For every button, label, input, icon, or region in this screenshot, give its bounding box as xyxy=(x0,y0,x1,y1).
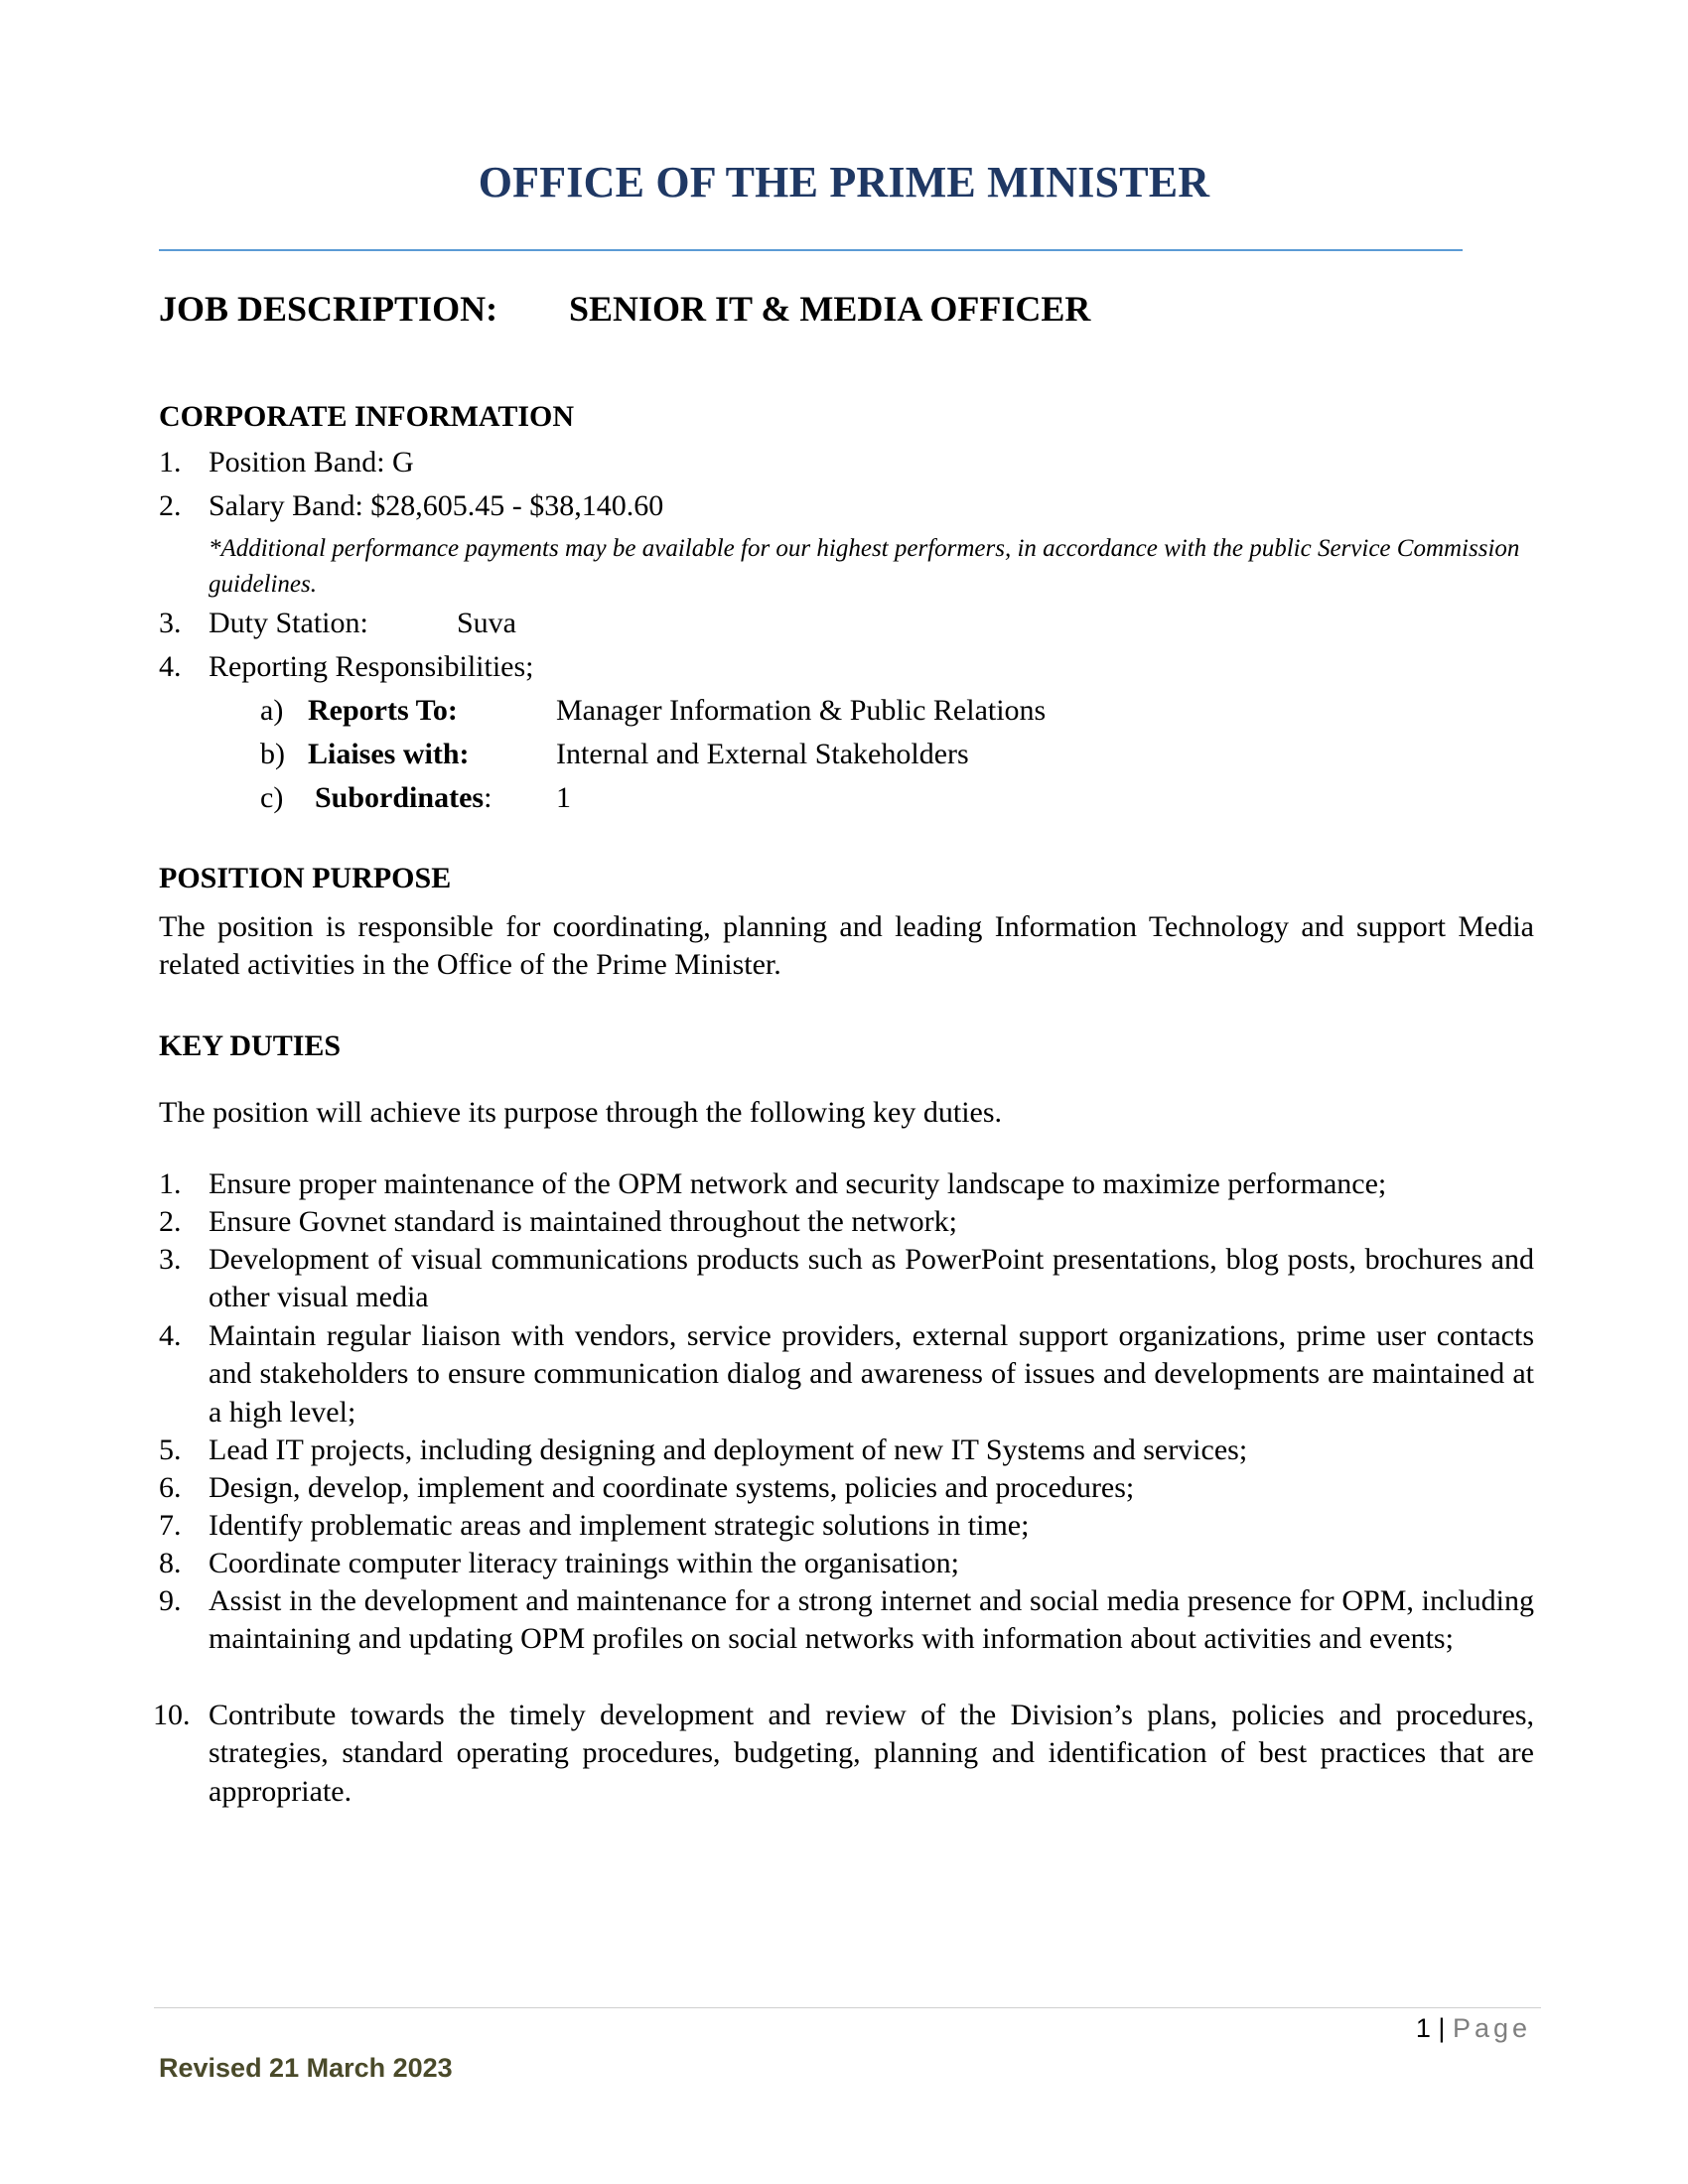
job-heading xyxy=(159,288,1091,330)
duty-item: Lead IT projects, including designing and deployment of new IT Systems and services; xyxy=(209,1433,1248,1466)
duty-number: 10. xyxy=(153,1699,191,1731)
duty-number: 9. xyxy=(159,1584,182,1617)
duty-number: 1. xyxy=(159,1167,182,1200)
duty-item: Development of visual communications products such as PowerPoint presentations, blog posts, brochures and other visual media xyxy=(209,1243,1534,1314)
subordinates-label: Subordinates xyxy=(315,781,485,814)
duty-item: Maintain regular liaison with vendors, service providers, external support organizations, prime user contacts and stakeholders to ensure communication dialog and awareness of issues and developments are maintained at a high level; xyxy=(209,1319,1534,1429)
subordinates-label-group xyxy=(315,781,492,815)
duty-item: Ensure proper maintenance of the OPM network and security landscape to maximize performance; xyxy=(209,1167,1387,1200)
reporting-letter: a) xyxy=(260,694,284,727)
corporate-heading: CORPORATE INFORMATION xyxy=(159,400,575,433)
duty-station-value: Suva xyxy=(457,607,516,639)
subordinates-colon: : xyxy=(484,781,492,814)
duties-heading: KEY DUTIES xyxy=(159,1029,342,1062)
duty-item: Contribute towards the timely development and review of the Division’s plans, policies and procedures, strategies, standard operating procedures, budgeting, planning and identification of best practices that are appropriate. xyxy=(209,1699,1534,1808)
purpose-heading: POSITION PURPOSE xyxy=(159,862,452,894)
duty-number: 6. xyxy=(159,1471,182,1504)
page-separator: | xyxy=(1438,2013,1446,2043)
reporting-letter: b) xyxy=(260,738,285,770)
page-word: Page xyxy=(1452,2013,1531,2043)
reports-to-label: Reports To: xyxy=(308,694,458,727)
duties-intro: The position will achieve its purpose through the following key duties. xyxy=(159,1096,1003,1129)
duty-item: Assist in the development and maintenance for a strong internet and social media presence for OPM, including maintaining and updating OPM profiles on social networks with information about activities and events; xyxy=(209,1584,1534,1656)
position-band: Position Band: G xyxy=(209,446,414,478)
job-title: SENIOR IT & MEDIA OFFICER xyxy=(569,289,1091,329)
subordinates-value: 1 xyxy=(556,781,571,814)
liaises-with-value: Internal and External Stakeholders xyxy=(556,738,969,770)
page-title: OFFICE OF THE PRIME MINISTER xyxy=(478,158,1210,206)
duty-item: Ensure Govnet standard is maintained throughout the network; xyxy=(209,1205,957,1238)
duty-number: 4. xyxy=(159,1319,182,1352)
revised-date: Revised 21 March 2023 xyxy=(159,2053,453,2083)
duty-item: Identify problematic areas and implement strategic solutions in time; xyxy=(209,1509,1030,1542)
salary-band: Salary Band: $28,605.45 - $38,140.60 xyxy=(209,489,664,522)
duty-number: 7. xyxy=(159,1509,182,1542)
reporting-letter: c) xyxy=(260,781,284,814)
corporate-item-number: 2. xyxy=(159,489,182,522)
corporate-item-number: 4. xyxy=(159,650,182,683)
page-number-value: 1 xyxy=(1415,2013,1431,2043)
duty-station-label: Duty Station: xyxy=(209,607,368,639)
duty-item: Coordinate computer literacy trainings within the organisation; xyxy=(209,1547,959,1579)
footer-divider xyxy=(154,2007,1541,2008)
corporate-item-number: 1. xyxy=(159,446,182,478)
salary-note: *Additional performance payments may be available for our highest performers, in accordance with the public Service Commission guidelines. xyxy=(209,535,1520,598)
duty-number: 5. xyxy=(159,1433,182,1466)
page-number xyxy=(1416,2013,1531,2044)
purpose-text: The position is responsible for coordinating, planning and leading Information Technology and support Media related activities in the Office of the Prime Minister. xyxy=(159,910,1534,981)
duty-number: 3. xyxy=(159,1243,182,1276)
reports-to-value: Manager Information & Public Relations xyxy=(556,694,1047,727)
duty-number: 2. xyxy=(159,1205,182,1238)
job-label: JOB DESCRIPTION: xyxy=(159,289,498,329)
liaises-with-label: Liaises with: xyxy=(308,738,470,770)
duty-number: 8. xyxy=(159,1547,182,1579)
corporate-item-number: 3. xyxy=(159,607,182,639)
duty-item: Design, develop, implement and coordinate systems, policies and procedures; xyxy=(209,1471,1135,1504)
reporting-responsibilities: Reporting Responsibilities; xyxy=(209,650,534,683)
title-divider xyxy=(159,249,1463,251)
